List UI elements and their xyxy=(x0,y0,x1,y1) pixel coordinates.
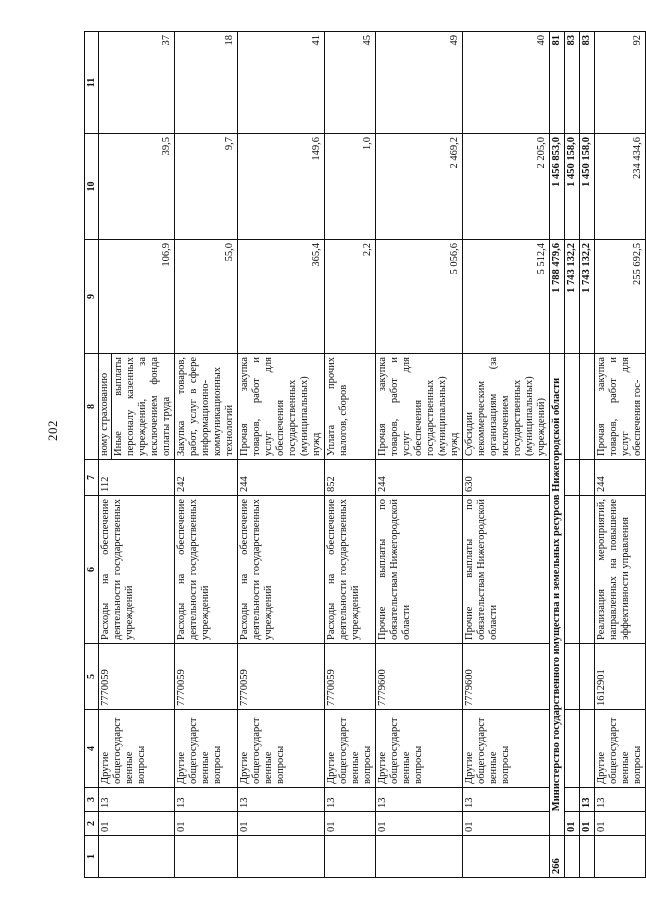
cell-admin-code xyxy=(325,836,376,878)
page-number: 202 xyxy=(45,420,60,441)
cell-executed: 2 469,2 xyxy=(376,134,463,240)
cell-target-name: Расходы на обеспечение деятельности государственных учреждений xyxy=(99,496,175,644)
cell-expense-type-name: Прочая закупка товаров, работ и услуг для обеспечения гос- xyxy=(595,354,646,460)
cell-subsection: 13 xyxy=(463,788,550,812)
cell-expense-type-name: Прочая закупка товаров, работ и услуг для обеспечения государственных (муниципальных) нужд xyxy=(376,354,463,460)
cell-target-code: 7779600 xyxy=(463,644,550,710)
cell-target-code: 7770059 xyxy=(325,644,376,710)
expense-type-text: Иные выплаты персоналу казенных учреждений, за исключением фонда оплаты труда xyxy=(113,357,172,456)
cell-admin-code xyxy=(175,836,238,878)
cell-target-name: Расходы на обеспечение деятельности государственных учреждений xyxy=(175,496,238,644)
cell-executed: 234 434,6 xyxy=(595,134,646,240)
cell-planned: 5 056,6 xyxy=(376,240,463,354)
cell-planned: 1 743 132,2 xyxy=(565,240,580,354)
cell-planned: 1 788 479,6 xyxy=(550,240,565,354)
cell-executed: 39,5 xyxy=(99,134,175,240)
cell-expense-type: 244 xyxy=(238,460,325,496)
ministry-title: Министерство государственного имущества и земельных ресурсов Нижегородской области xyxy=(550,354,565,836)
cell-subsection-name: Другие общегосударственные вопросы xyxy=(238,710,325,788)
cell-subsection-name: Другие общегосударственные вопросы xyxy=(463,710,550,788)
cell-subsection: 13 xyxy=(175,788,238,812)
cell-expense-type: 112 xyxy=(99,460,175,496)
cell-admin-code xyxy=(99,836,175,878)
column-number: 6 xyxy=(85,496,99,644)
table-row xyxy=(376,32,463,878)
cell-section: 01 xyxy=(580,812,595,836)
cell-section: 01 xyxy=(238,812,325,836)
column-number: 3 xyxy=(85,788,99,812)
cell-target-code: 1612901 xyxy=(595,644,646,710)
cell-section: 01 xyxy=(565,812,580,836)
cell-target-name: Реализация мероприятий, направленных на повышение эффективности управления xyxy=(595,496,646,644)
cell-target-name: Прочие выплаты по обязательствам Нижегородской области xyxy=(463,496,550,644)
column-number: 8 xyxy=(85,354,99,460)
cell-executed: 1 450 158,0 xyxy=(565,134,580,240)
cell-section: 01 xyxy=(376,812,463,836)
table-row xyxy=(595,32,646,878)
column-number: 4 xyxy=(85,710,99,788)
cell-percent: 83 xyxy=(580,32,595,134)
table-row xyxy=(238,32,325,878)
column-number: 7 xyxy=(85,460,99,496)
cell-target-code: 7770059 xyxy=(238,644,325,710)
cell-target-name: Расходы на обеспечение деятельности государственных учреждений xyxy=(325,496,376,644)
cell-percent: 83 xyxy=(565,32,580,134)
section-total-row xyxy=(565,32,580,878)
cell-subsection-name: Другие общегосударственные вопросы xyxy=(175,710,238,788)
cell-expense-type-name: Субсидии некоммерческим организациям (за исключением государственных (муниципальных) учреждений) xyxy=(463,354,550,460)
column-number: 10 xyxy=(85,134,99,240)
cell-admin-code xyxy=(238,836,325,878)
cell-subsection-name: Другие общегосударственные вопросы xyxy=(99,710,175,788)
cell-section: 01 xyxy=(463,812,550,836)
cell-admin-code xyxy=(376,836,463,878)
cell-subsection: 13 xyxy=(595,788,646,812)
cell-planned: 55,0 xyxy=(175,240,238,354)
cell-executed: 9,7 xyxy=(175,134,238,240)
cell-subsection-name: Другие общегосударственные вопросы xyxy=(595,710,646,788)
cell-percent: 92 xyxy=(595,32,646,134)
cell-planned: 255 692,5 xyxy=(595,240,646,354)
table-row xyxy=(325,32,376,878)
column-number: 11 xyxy=(85,32,99,134)
cell-subsection-name: Другие общегосударственные вопросы xyxy=(376,710,463,788)
cell-percent: 49 xyxy=(376,32,463,134)
table-row xyxy=(99,32,175,878)
cell-target-name: Расходы на обеспечение деятельности государственных учреждений xyxy=(238,496,325,644)
cell-executed: 1 456 853,0 xyxy=(550,134,565,240)
cell-percent: 45 xyxy=(325,32,376,134)
ministry-total-row xyxy=(550,32,565,878)
subsection-total-row xyxy=(580,32,595,878)
cell-planned: 2,2 xyxy=(325,240,376,354)
cell-section: 01 xyxy=(325,812,376,836)
table-row xyxy=(175,32,238,878)
cell-percent: 81 xyxy=(550,32,565,134)
budget-execution-table xyxy=(84,31,646,878)
cell-section: 01 xyxy=(175,812,238,836)
cell-subsection: 13 xyxy=(325,788,376,812)
cell-expense-type-name: Закупка товаров, работ, услуг в сфере информационно-коммуникационных технологий xyxy=(175,354,238,460)
cell-percent: 41 xyxy=(238,32,325,134)
cell-expense-type: 242 xyxy=(175,460,238,496)
cell-expense-type-name: Прочая закупка товаров, работ и услуг для обеспечения государственных (муниципальных) нужд xyxy=(238,354,325,460)
cell-planned: 5 512,4 xyxy=(463,240,550,354)
column-number: 1 xyxy=(85,836,99,878)
cell-expense-type: 852 xyxy=(325,460,376,496)
column-number: 5 xyxy=(85,644,99,710)
table-row xyxy=(463,32,550,878)
column-number: 9 xyxy=(85,240,99,354)
cell-percent: 37 xyxy=(99,32,175,134)
cell-planned: 1 743 132,2 xyxy=(580,240,595,354)
continued-text: ному страхованию xyxy=(99,354,112,459)
cell-subsection: 13 xyxy=(580,788,595,812)
column-number-header-row xyxy=(85,32,99,878)
cell-subsection: 13 xyxy=(99,788,175,812)
cell-target-code: 7779600 xyxy=(376,644,463,710)
cell-subsection: 13 xyxy=(238,788,325,812)
cell-expense-type: 630 xyxy=(463,460,550,496)
cell-expense-type: 244 xyxy=(595,460,646,496)
cell-planned: 365,4 xyxy=(238,240,325,354)
cell-executed: 2 205,0 xyxy=(463,134,550,240)
cell-target-name: Прочие выплаты по обязательствам Нижегородской области xyxy=(376,496,463,644)
cell-percent: 40 xyxy=(463,32,550,134)
cell-admin-code: 266 xyxy=(550,836,565,878)
cell-executed: 1,0 xyxy=(325,134,376,240)
cell-admin-code xyxy=(463,836,550,878)
cell-expense-type-name xyxy=(99,354,175,460)
cell-subsection: 13 xyxy=(376,788,463,812)
cell-executed: 1 450 158,0 xyxy=(580,134,595,240)
cell-section: 01 xyxy=(595,812,646,836)
cell-subsection-name: Другие общегосударственные вопросы xyxy=(325,710,376,788)
cell-expense-type-name: Уплата прочих налогов, сборов xyxy=(325,354,376,460)
rotated-table-container xyxy=(84,32,643,878)
cell-target-code: 7770059 xyxy=(175,644,238,710)
cell-target-code: 7770059 xyxy=(99,644,175,710)
cell-section: 01 xyxy=(99,812,175,836)
cell-planned: 106,9 xyxy=(99,240,175,354)
cell-expense-type: 244 xyxy=(376,460,463,496)
cell-executed: 149,6 xyxy=(238,134,325,240)
cell-percent: 18 xyxy=(175,32,238,134)
column-number: 2 xyxy=(85,812,99,836)
